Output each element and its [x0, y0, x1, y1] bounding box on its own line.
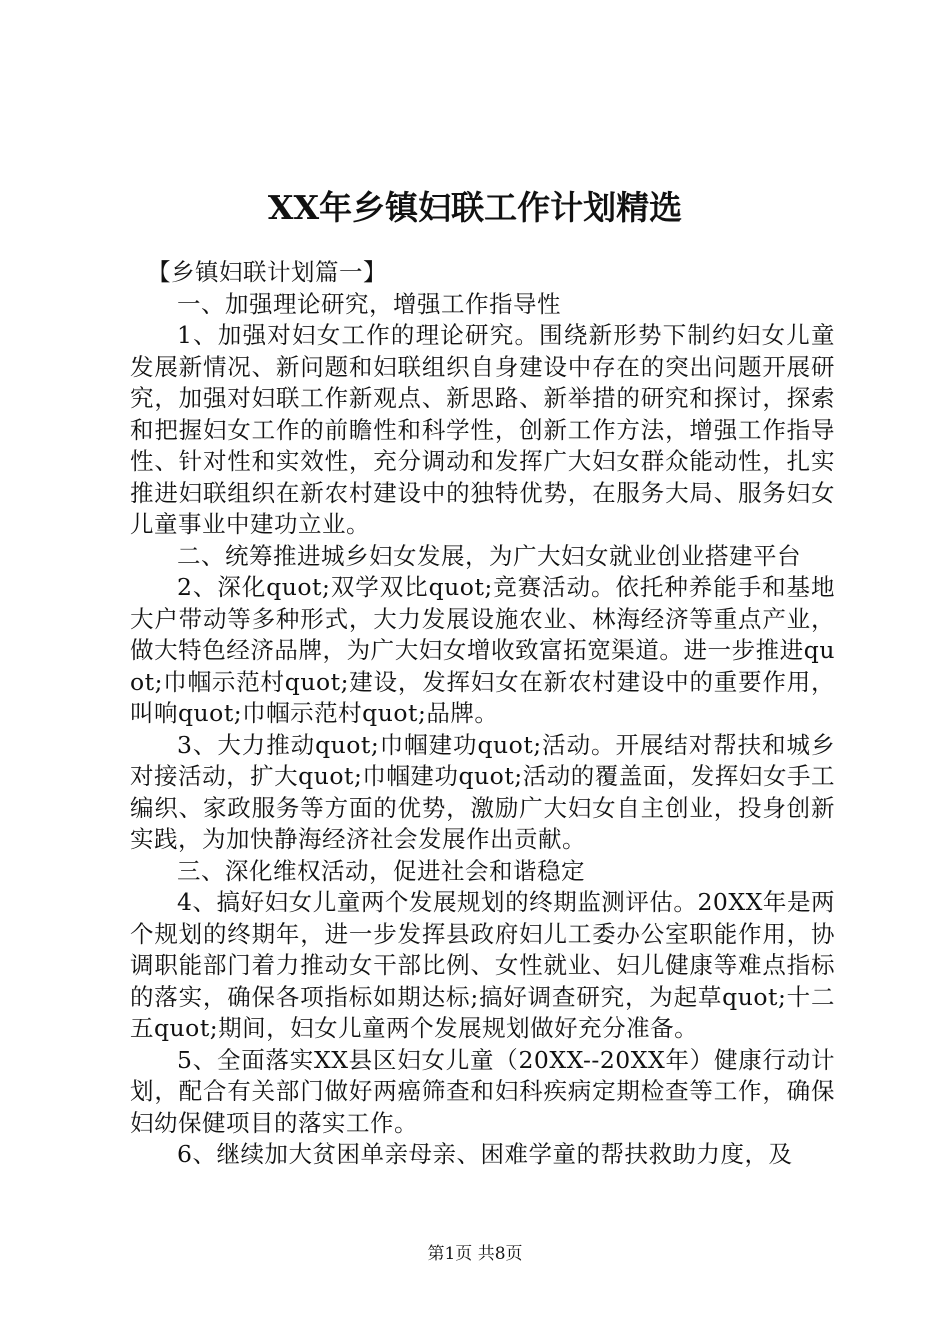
paragraph-1: 1、加强对妇女工作的理论研究。围绕新形势下制约妇女儿童发展新情况、新问题和妇联组织自身建设中存在的突出问题开展研究，加强对妇联工作新观点、新思路、新举措的研究和探讨，探索和把握妇女工作的前瞻性和科学性，创新工作方法，增强工作指导性、针对性和实效性，充分调动和发挥广大妇女群众能动性，扎实推进妇联组织在新农村建设中的独特优势，在服务大局、服务妇女儿童事业中建功立业。 — [130, 321, 835, 538]
page-number: 第1页 共8页 — [427, 1244, 523, 1264]
paragraph-3: 3、大力推动quot;巾帼建功quot;活动。开展结对帮扶和城乡对接活动，扩大quot;巾帼建功quot;活动的覆盖面，发挥妇女手工编织、家政服务等方面的优势，激励广大妇女自主创业，投身创新实践，为加快静海经济社会发展作出贡献。 — [130, 730, 835, 853]
paragraph-5: 5、全面落实XX县区妇女儿童（20XX--20XX年）健康行动计划，配合有关部门做好两癌筛查和妇科疾病定期检查等工作，确保妇幼保健项目的落实工作。 — [130, 1045, 835, 1137]
heading-3: 三、深化维权活动，促进社会和谐稳定 — [177, 856, 585, 885]
paragraph-2: 2、深化quot;双学双比quot;竞赛活动。依托种养能手和基地大户带动等多种形式，大力发展设施农业、林海经济等重点产业，做大特色经济品牌，为广大妇女增收致富拓宽渠道。进一步推进quot;巾帼示范村quot;建设，发挥妇女在新农村建设中的重要作用，叫响quot;巾帼示范村quot;品牌。 — [130, 573, 835, 727]
paragraph-4: 4、搞好妇女儿童两个发展规划的终期监测评估。20XX年是两个规划的终期年，进一步发挥县政府妇儿工委办公室职能作用，协调职能部门着力推动女干部比例、女性就业、妇儿健康等难点指标的落实，确保各项指标如期达标;搞好调查研究，为起草quot;十二五quot;期间，妇女儿童两个发展规划做好充分准备。 — [130, 888, 835, 1042]
document-title: XX年乡镇妇联工作计划精选 — [267, 188, 683, 227]
document-body — [130, 257, 835, 1171]
section-heading: 【乡镇妇联计划篇一】 — [147, 258, 387, 286]
heading-2: 二、统筹推进城乡妇女发展，为广大妇女就业创业搭建平台 — [177, 541, 801, 570]
paragraph-6: 6、继续加大贫困单亲母亲、困难学童的帮扶救助力度，及 — [177, 1140, 793, 1168]
heading-1: 一、加强理论研究，增强工作指导性 — [177, 289, 561, 318]
